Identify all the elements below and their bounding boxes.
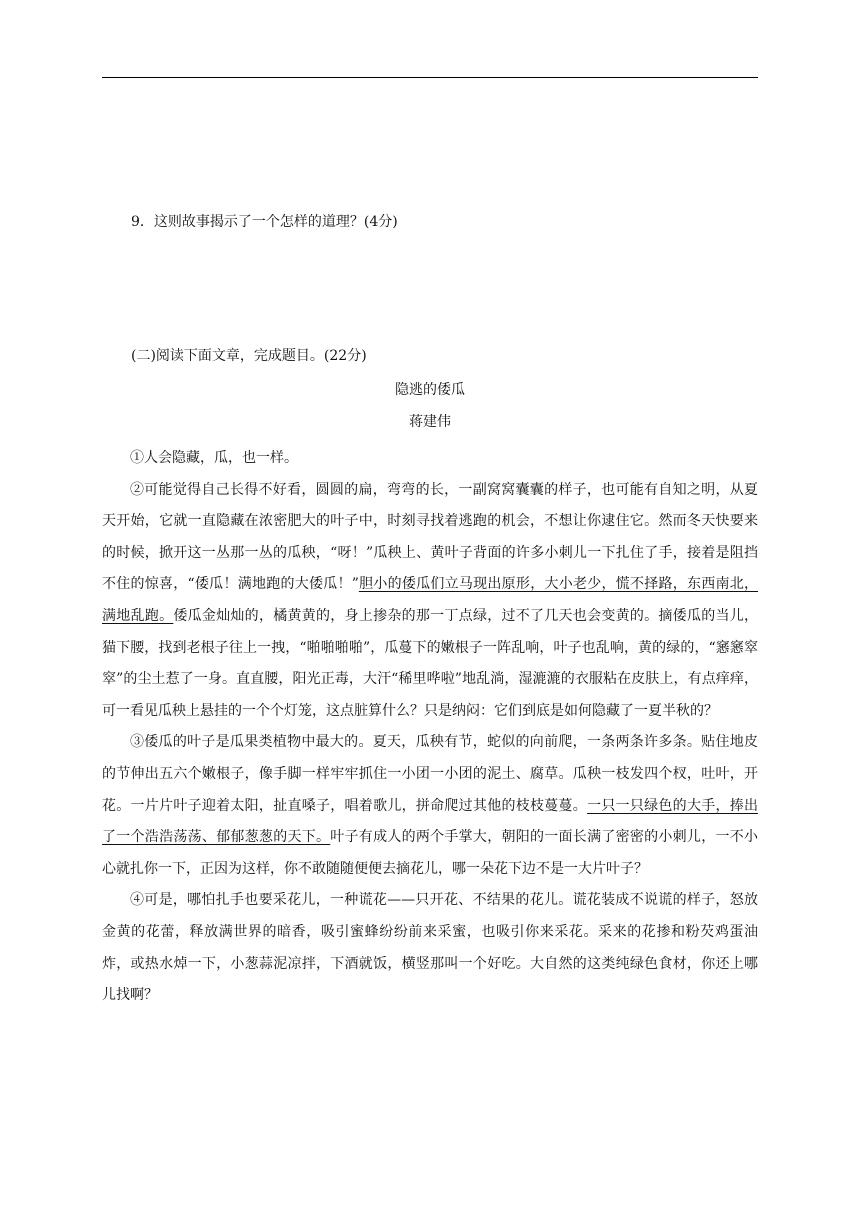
paragraph-3: [102, 727, 758, 885]
article-title: 隐逃的倭瓜: [395, 382, 465, 398]
article-body: [102, 443, 758, 1012]
paragraph-2: [102, 475, 758, 728]
paragraph-3-text-a: ③倭瓜的叶子是瓜果类植物中最大的。夏天，瓜秧有节，蛇似的向前爬，一条两条许多条。贴住地皮的节伸出五六个嫩根子，像手脚一样牢牢抓住一小团一小团的泥土、腐草。瓜秧一枝发四个杈，吐叶，开花。一片片叶子迎着太阳，扯直嗓子，唱着歌儿，拼命爬过其他的枝枝蔓蔓。: [102, 734, 758, 814]
article-author: 蒋建伟: [409, 414, 451, 430]
paragraph-2-text-a: ②可能觉得自己长得不好看，圆圆的扁，弯弯的长，一副窝窝囊囊的样子，也可能有自知之明，从夏天开始，它就一直隐藏在浓密肥大的叶子中，时刻寻找着逃跑的机会，不想让你逮住它。然而冬天快要来的时候，掀开这一丛那一丛的瓜秧，“呀！”瓜秧上、黄叶子背面的许多小刺儿一下扎住了手，接着是阻挡不住的惊喜，“倭瓜！满地跑的大倭瓜！”: [102, 481, 758, 593]
paragraph-3-text-b: 叶子有成人的两个手掌大，朝阳的一面长满了密密的小刺儿，一不小心就扎你一下，正因为这样，你不敢随随便便去摘花儿，哪一朵花下边不是一大片叶子？: [102, 829, 758, 877]
underlined-sentence-2: 一只一只绿色的大手，捧出了一个浩浩荡荡、郁郁葱葱的天下。: [102, 797, 759, 846]
paragraph-2-text-b: 倭瓜金灿灿的，橘黄黄的，身上掺杂的那一丁点绿，过不了几天也会变黄的。摘倭瓜的当儿，猫下腰，找到老根子往上一拽，“啪啪啪啪”，瓜蔓下的嫩根子一阵乱响，叶子也乱响，黄的绿的，“窸窸窣窣”的尘土惹了一身。直直腰，阳光正毒，大汗“稀里哗啦”地乱淌，湿漉漉的衣服粘在皮肤上，有点痒痒，可一看见瓜秧上悬挂的一个个灯笼，这点脏算什么？只是纳闷：它们到底是如何隐藏了一夏半秋的？: [102, 607, 759, 719]
header-rule: [102, 77, 758, 78]
question-9: 9．这则故事揭示了一个怎样的道理？(4分): [131, 214, 398, 230]
paragraph-4: ④可是，哪怕扎手也要采花儿，一种谎花——只开花、不结果的花儿。谎花装成不说谎的样子，怒放金黄的花蕾，释放满世界的暗香，吸引蜜蜂纷纷前来采蜜，也吸引你来采花。采来的花掺和粉芡鸡蛋油炸，或热水焯一下，小葱蒜泥凉拌，下酒就饭，横竖那叫一个好吃。大自然的这类纯绿色食材，你还上哪儿找啊？: [102, 892, 758, 1004]
underlined-sentence-1: 胆小的倭瓜们立马现出原形，大小老少，慌不择路，东西南北，满地乱跑。: [102, 576, 758, 624]
paragraph-1: ①人会隐藏，瓜，也一样。: [130, 450, 298, 466]
section-intro: (二)阅读下面文章，完成题目。(22分): [131, 348, 367, 364]
